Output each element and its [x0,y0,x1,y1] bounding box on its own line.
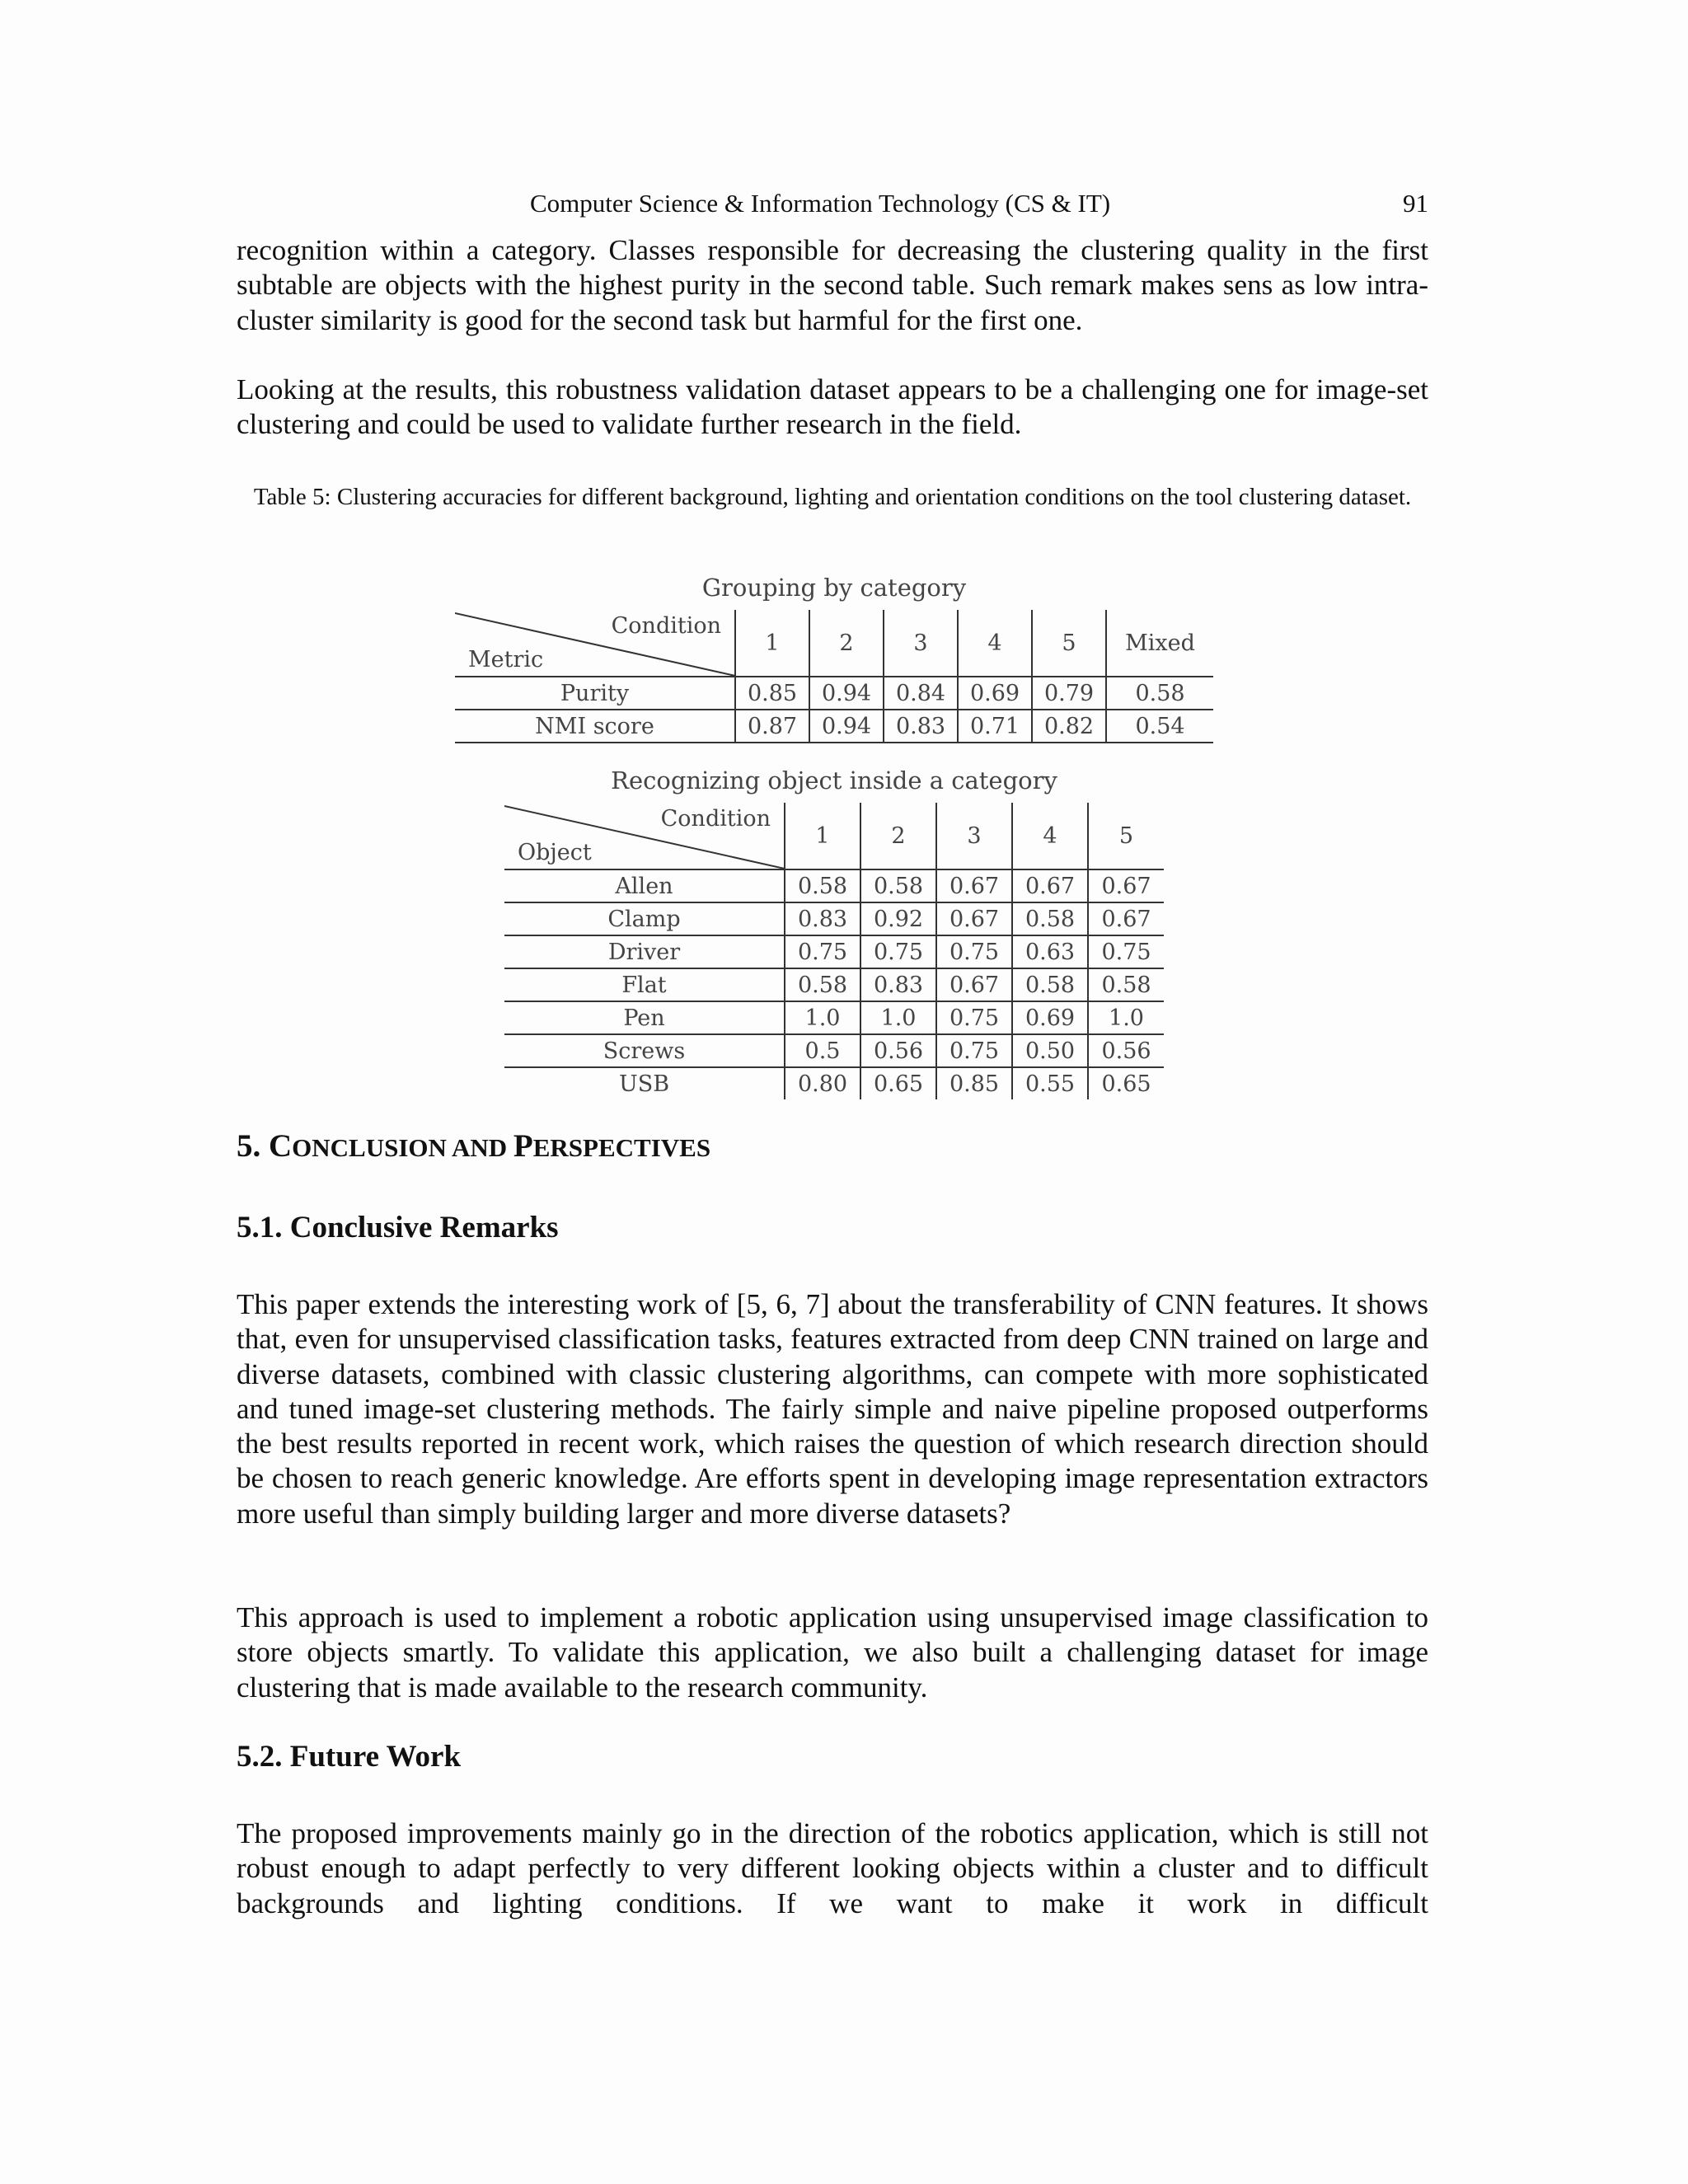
objects-cell: 0.75 [860,935,936,968]
objects-cell: 0.75 [1088,935,1164,968]
grouping-cell: 0.83 [884,710,958,743]
grouping-cell: 0.94 [809,677,884,710]
subsection-heading: 5.2. Future Work [237,1740,462,1774]
grouping-cell: 0.87 [735,710,809,743]
objects-cell: 0.50 [1012,1034,1088,1067]
grouping-cell: 0.54 [1106,710,1213,743]
table-row [455,710,1213,743]
grouping-cell: 0.94 [809,710,884,743]
grouping-metric-header: Metric [468,647,544,673]
objects-row-label: Allen [504,869,785,902]
objects-table-title: Recognizing object inside a category [611,766,1057,794]
objects-cell: 0.83 [860,968,936,1001]
grouping-column-header: 1 [735,610,809,677]
objects-cell: 0.58 [785,968,860,1001]
objects-cell: 0.75 [936,1034,1012,1067]
objects-cell: 0.58 [1012,968,1088,1001]
objects-cell: 1.0 [785,1001,860,1034]
table-caption: Table 5: Clustering accuracies for different background, lighting and orientation conditions on the tool clustering dataset. [253,484,1412,510]
conclusive-paragraph-1: This paper extends the interesting work of [5, 6, 7] about the transferability of CNN features. It shows that, even for unsupervised classification tasks, features extracted from deep CNN trained on large and diverse datasets, combined with classic clustering algorithms, can compete with more sophisticated and tuned image-set clustering methods. The fairly simple and naive pipeline proposed outperforms the best results reported in recent work, which raises the question of which research direction should be chosen to reach generic knowledge. Are efforts spent in developing image representation extractors more useful than simply building larger and more diverse datasets? [237,1288,1428,1530]
table-row [504,935,1164,968]
grouping-row-label: Purity [455,677,735,710]
table-row [504,869,1164,902]
objects-column-header: 3 [936,803,1012,869]
heading-smallcaps: AND [446,1133,513,1162]
section-heading [237,1127,710,1165]
objects-row-label: Pen [504,1001,785,1034]
grouping-cell: 0.58 [1106,677,1213,710]
objects-cell: 0.67 [936,968,1012,1001]
objects-column-header: 1 [785,803,860,869]
grouping-cell: 0.71 [958,710,1032,743]
objects-cell: 0.75 [785,935,860,968]
objects-cell: 0.5 [785,1034,860,1067]
intro-paragraph-1: recognition within a category. Classes responsible for decreasing the clustering quality in the first subtable are objects with the highest purity in the second table. Such remark makes sens as low intra-cluster similarity is good for the second task but harmful for the first one. [237,234,1428,336]
grouping-row-label: NMI score [455,710,735,743]
objects-object-header: Object [518,840,592,865]
grouping-cell: 0.69 [958,677,1032,710]
objects-row-label: Screws [504,1034,785,1067]
objects-cell: 0.67 [1012,869,1088,902]
objects-row-label: USB [618,1071,670,1097]
objects-cell: 0.58 [785,869,860,902]
objects-condition-header: Condition [660,806,771,832]
grouping-column-header: 2 [809,610,884,677]
objects-cell: 0.85 [936,1067,1012,1099]
heading-cap: P [513,1128,533,1164]
heading-smallcaps: ERSPECTIVES [532,1133,711,1162]
table-row [504,1001,1164,1034]
objects-cell: 1.0 [860,1001,936,1034]
objects-cell: 0.56 [1088,1034,1164,1067]
objects-cell: 0.56 [860,1034,936,1067]
objects-row-label: Flat [504,968,785,1001]
objects-cell: 0.67 [1088,869,1164,902]
grouping-table-title: Grouping by category [701,574,967,602]
grouping-column-header: Mixed [1106,610,1213,677]
objects-cell: 0.67 [936,869,1012,902]
table-row [504,968,1164,1001]
grouping-cell: 0.85 [735,677,809,710]
objects-cell: 0.69 [1012,1001,1088,1034]
table-row [504,1067,1164,1099]
grouping-table [455,610,1213,743]
journal-title: Computer Science & Information Technology (CS & IT) [530,189,1111,218]
grouping-cell: 0.79 [1032,677,1106,710]
objects-row-label: Clamp [504,902,785,935]
section-number: 5. [237,1128,261,1164]
objects-cell: 0.63 [1012,935,1088,968]
grouping-column-header: 5 [1032,610,1106,677]
objects-cell: 0.67 [936,902,1012,935]
running-head [237,186,1428,221]
grouping-column-header: 4 [958,610,1032,677]
objects-corner-cell [504,803,785,869]
table-row [504,1034,1164,1067]
grouping-condition-header: Condition [611,613,721,639]
objects-cell: 0.83 [785,902,860,935]
conclusive-paragraph-2: This approach is used to implement a robotic application using unsupervised image classification to store objects smartly. To validate this application, we also built a challenging dataset for image clustering that is made available to the research community. [237,1601,1428,1704]
grouping-column-header: 3 [884,610,958,677]
objects-cell: 0.65 [1088,1067,1164,1099]
heading-cap: C [269,1128,293,1164]
subsection-heading: 5.1. Conclusive Remarks [237,1211,559,1244]
intro-paragraph-2: Looking at the results, this robustness validation dataset appears to be a challenging one for image-set clustering and could be used to validate further research in the field. [237,373,1428,441]
objects-column-header: 2 [860,803,936,869]
objects-column-header: 5 [1088,803,1164,869]
objects-row-label: Driver [504,935,785,968]
table-row [504,902,1164,935]
page-number: 91 [1403,189,1428,218]
objects-cell: 0.92 [860,902,936,935]
objects-cell: 0.58 [860,869,936,902]
objects-cell: 0.58 [1012,902,1088,935]
future-work-paragraph: The proposed improvements mainly go in the direction of the robotics application, which is still not robust enough to adapt perfectly to very different looking objects within a cluster and to difficult backgrounds and lighting conditions. If we want to make it work in difficult [237,1817,1428,1919]
objects-cell: 0.65 [860,1067,936,1099]
objects-cell: 0.75 [936,935,1012,968]
objects-cell: 0.55 [1012,1067,1088,1099]
objects-column-header: 4 [1012,803,1088,869]
objects-cell: 0.80 [785,1067,860,1099]
objects-cell: 0.75 [936,1001,1012,1034]
grouping-cell: 0.84 [884,677,958,710]
objects-cell: 0.58 [1088,968,1164,1001]
objects-table [504,803,1164,1099]
heading-smallcaps: ONCLUSION [292,1133,447,1162]
grouping-corner-cell [455,610,735,677]
table-row [455,677,1213,710]
grouping-cell: 0.82 [1032,710,1106,743]
objects-cell: 0.67 [1088,902,1164,935]
objects-cell: 1.0 [1088,1001,1164,1034]
